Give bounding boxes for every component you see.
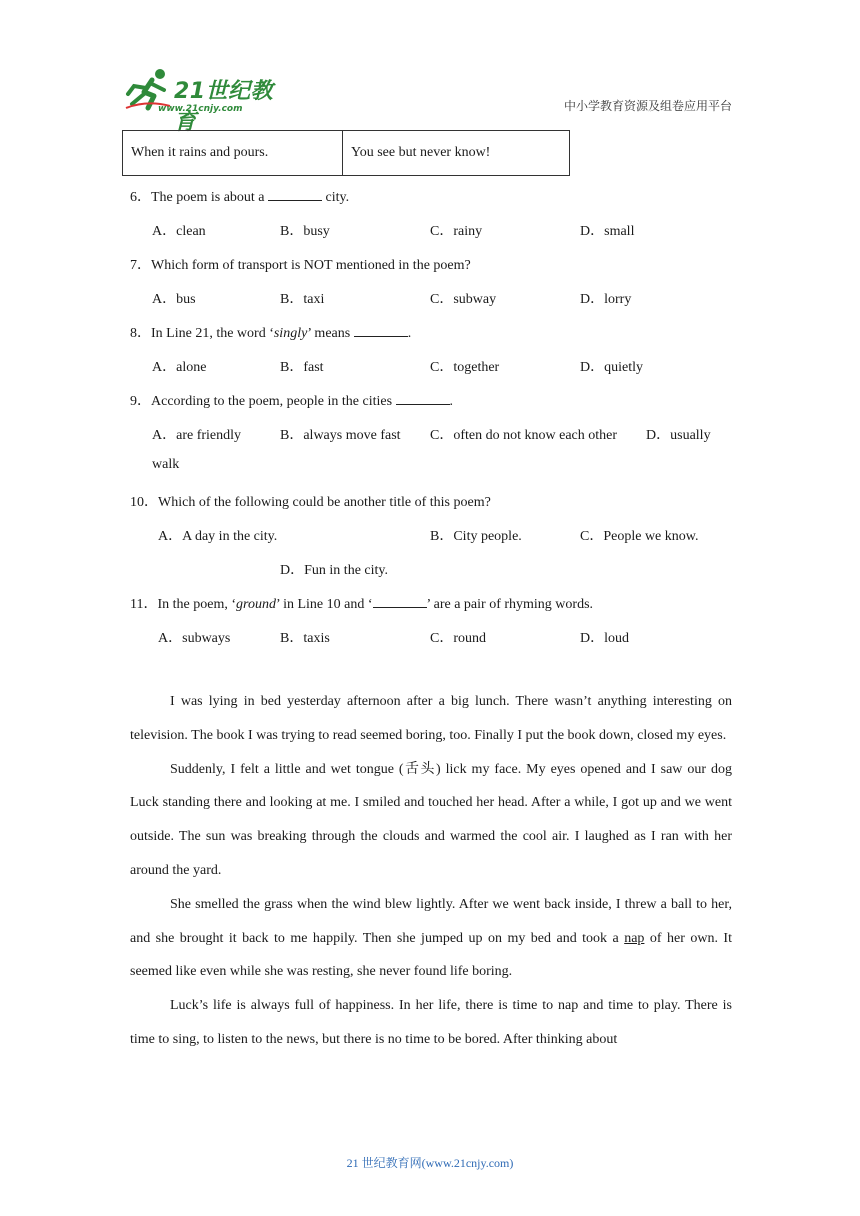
question-number: 10．	[130, 495, 158, 510]
header-platform-text: 中小学教育资源及组卷应用平台	[563, 99, 732, 113]
question-6-option-a[interactable]: A．clean	[152, 224, 206, 239]
question-9-option-d-wrap: walk	[152, 457, 180, 472]
question-8-option-a[interactable]: A．alone	[152, 360, 207, 375]
answer-blank	[268, 188, 322, 201]
question-text: .	[449, 394, 454, 409]
question-text: .	[407, 326, 412, 341]
question-10-option-b[interactable]: B．City people.	[430, 529, 522, 544]
question-7-option-a[interactable]: A．bus	[152, 292, 196, 307]
question-number: 6．	[130, 190, 151, 205]
passage-paragraph-3: She smelled the grass when the wind blew lightly. After we went back inside, I threw a ball to her, and she brought it back to me happily. Then she jumped up on my bed and took a nap of her own. It seemed like even while she was resting, she never found life boring.	[130, 896, 732, 980]
question-number: 11．	[130, 597, 158, 612]
question-7-stem	[130, 254, 471, 274]
question-11-option-a[interactable]: A．subways	[158, 631, 231, 646]
question-text: ’ means	[307, 326, 354, 341]
question-number: 9．	[130, 394, 151, 409]
question-11-stem	[130, 593, 593, 613]
poem-cell-1: When it rains and pours.	[123, 131, 343, 176]
page-footer: 21 世纪教育网(www.21cnjy.com)	[346, 1156, 514, 1170]
question-text: ’ in Line 10 and ‘	[275, 597, 373, 612]
question-6-option-c[interactable]: C．rainy	[430, 224, 483, 239]
question-8-stem	[130, 322, 411, 342]
question-6-option-b[interactable]: B．busy	[280, 224, 330, 239]
question-text: city.	[322, 190, 350, 205]
question-9-option-d[interactable]: D．usually	[646, 428, 711, 443]
question-text: ’ are a pair of rhyming words.	[426, 597, 594, 612]
reading-passage	[130, 685, 732, 1057]
question-8-option-c[interactable]: C．together	[430, 360, 500, 375]
answer-blank	[354, 324, 408, 337]
italic-word: ground	[236, 597, 276, 612]
question-8-option-b[interactable]: B．fast	[280, 360, 324, 375]
question-11-option-d[interactable]: D．loud	[580, 631, 630, 646]
underlined-word: nap	[624, 930, 645, 946]
question-text: In the poem, ‘	[157, 597, 237, 612]
poem-table	[122, 130, 570, 176]
question-6-option-d[interactable]: D．small	[580, 224, 635, 239]
question-10-option-c[interactable]: C．People we know.	[580, 529, 699, 544]
question-6-stem	[130, 186, 349, 206]
question-9-stem	[130, 390, 453, 410]
question-10-stem	[130, 491, 491, 511]
question-number: 8．	[130, 326, 151, 341]
question-9-option-a[interactable]: A．are friendly	[152, 428, 242, 443]
question-text: Which form of transport is NOT mentioned in the poem?	[151, 258, 471, 273]
question-11-option-b[interactable]: B．taxis	[280, 631, 330, 646]
question-11-option-c[interactable]: C．round	[430, 631, 487, 646]
table-row	[123, 131, 570, 176]
question-7-option-d[interactable]: D．lorry	[580, 292, 632, 307]
logo-text: 21世纪教育	[174, 79, 274, 135]
passage-paragraph-1: I was lying in bed yesterday afternoon after a big lunch. There wasn’t anything interesting on television. The book I was trying to read seemed boring, too. Finally I put the book down, closed my eyes.	[130, 694, 732, 743]
site-logo	[122, 68, 292, 135]
logo-url: www.21cnjy.com	[158, 104, 243, 114]
question-9-option-c[interactable]: C．often do not know each other	[430, 428, 618, 443]
italic-word: singly	[273, 326, 308, 341]
passage-paragraph-2: Suddenly, I felt a little and wet tongue (舌头) lick my face. My eyes opened and I saw our dog Luck standing there and looking at me. I smiled and touched her head. After a while, I got up and we went outside. The sun was breaking through the clouds and warmed the cool air. I laughed as I ran with her around the yard.	[130, 761, 732, 878]
question-text: Which of the following could be another title of this poem?	[158, 495, 491, 510]
question-9-option-b[interactable]: B．always move fast	[280, 428, 401, 443]
page-header	[120, 66, 732, 135]
question-text: According to the poem, people in the cities	[151, 394, 396, 409]
question-8-option-d[interactable]: D．quietly	[580, 360, 644, 375]
question-10-option-d[interactable]: D．Fun in the city.	[280, 563, 388, 578]
question-7-option-b[interactable]: B．taxi	[280, 292, 325, 307]
question-10-option-a[interactable]: A．A day in the city.	[158, 529, 278, 544]
answer-blank	[373, 595, 427, 608]
poem-cell-2: You see but never know!	[343, 131, 570, 176]
question-number: 7．	[130, 258, 151, 273]
question-text: The poem is about a	[151, 190, 269, 205]
answer-blank	[396, 392, 450, 405]
question-7-option-c[interactable]: C．subway	[430, 292, 497, 307]
passage-paragraph-4: Luck’s life is always full of happiness. In her life, there is time to nap and time to play. There is time to sing, to listen to the news, but there is no time to be bored. After thinking about	[130, 998, 732, 1047]
question-text: In Line 21, the word ‘	[151, 326, 274, 341]
